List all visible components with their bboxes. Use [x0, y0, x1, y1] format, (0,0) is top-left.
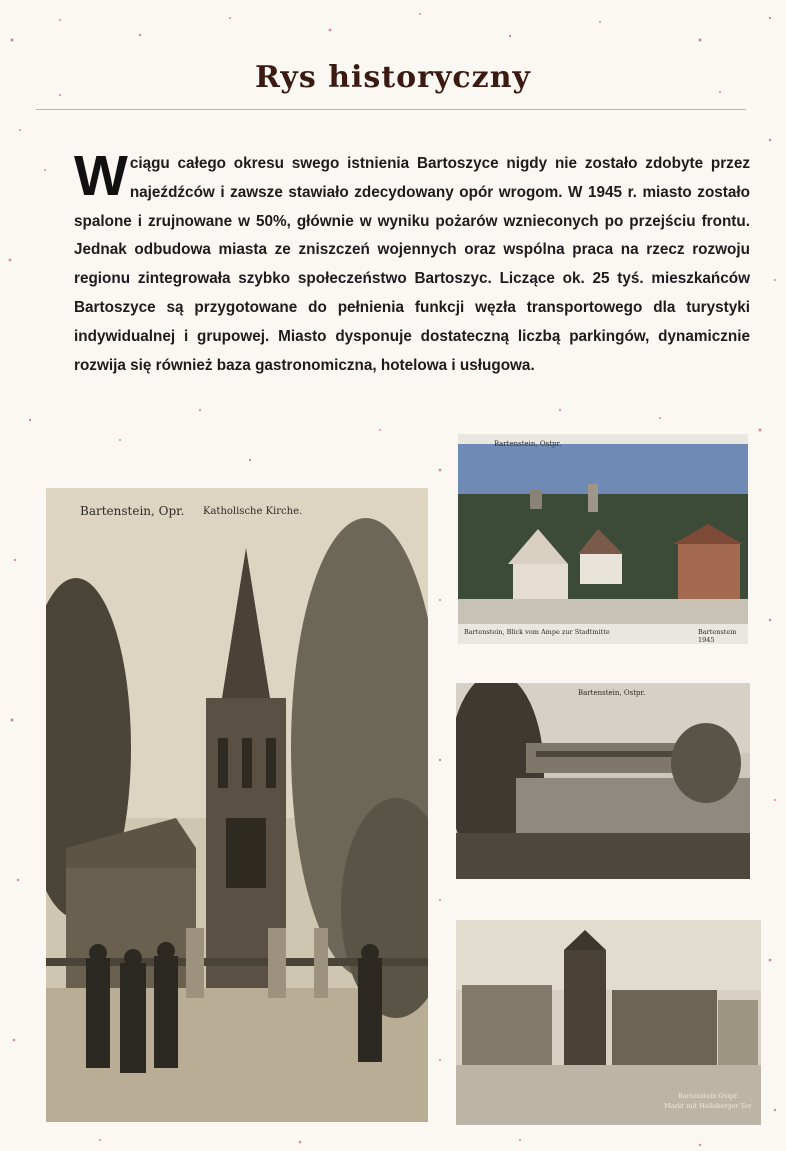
church-postcard-photo	[46, 488, 428, 1122]
drop-cap: W	[74, 144, 128, 208]
town-view-caption-bottom: Bartenstein, Blick vom Ampe zur Stadtmitte	[464, 628, 610, 636]
history-paragraph-text: ciągu całego okresu swego istnienia Bartoszyce nigdy nie zostało zdobyte przez najeźdźców i zawsze stawiało zdecydowany opór wrogom. W 1945 r. miasto zostało spalone i zrujnowane w 50%, głównie w wyniku pożarów wznieconych po przejściu frontu. Jednak odbudowa miasta ze zniszczeń wojennych oraz wspólna praca na rzecz rozwoju regionu zintegrowała szybko społeczeństwo Bartoszyc. Liczące ok. 25 tyś. mieszkańców Bartoszyce są przygotowane do pełnienia funkcji węzła transportowego dla turystyki indywidualnej i grupowej. Miasto dysponuje dostateczną liczbą parkingów, dynamicznie rozwija się również baza gastronomiczna, hotelowa i usługowa.	[74, 155, 750, 374]
history-paragraph	[74, 144, 750, 380]
town-view-caption-top: Bartenstein, Ostpr.	[494, 440, 562, 448]
river-view-caption-top: Bartenstein, Ostpr.	[578, 689, 646, 697]
market-caption-line2: Markt mit Heilsberger Tor	[664, 1102, 752, 1110]
town-view-postcard-photo	[458, 434, 748, 644]
river-view-postcard-photo	[456, 683, 750, 879]
market-square-postcard-photo	[456, 920, 761, 1125]
town-view-caption-year: Bartenstein 1945	[698, 628, 737, 644]
market-caption-line1: Bartenstein Ostpr.	[678, 1092, 739, 1100]
page-title: Rys historyczny	[255, 60, 531, 95]
church-caption-left: Bartenstein, Opr.	[80, 504, 185, 518]
title-divider	[36, 109, 746, 110]
church-caption-right: Katholische Kirche.	[203, 506, 303, 517]
